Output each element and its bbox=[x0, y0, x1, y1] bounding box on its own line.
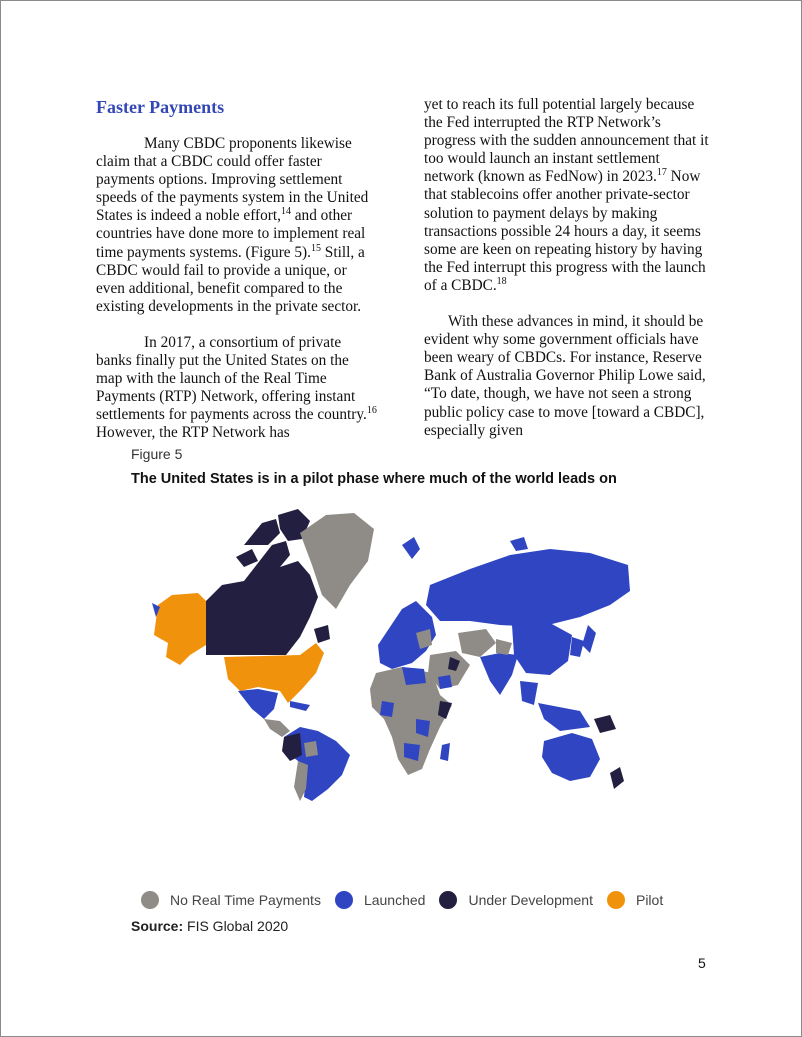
paragraph-text: and other countries have done more to implement real time payments systems. (Figure 5). bbox=[96, 207, 366, 261]
paragraph-text: With these advances in mind, it should be evident why some government officials have been weary of CBDCs. For instance, Reserve Bank of Australia Governor Philip Lowe said, “To date, though, we have not seen a strong public policy case to move [toward a CBDC], especially given bbox=[424, 313, 706, 439]
legend-swatch bbox=[607, 891, 625, 909]
legend-item-launched bbox=[335, 891, 426, 909]
footnote-ref[interactable]: 18 bbox=[496, 275, 507, 287]
legend-item-pilot bbox=[607, 891, 663, 909]
map-region-china bbox=[512, 623, 572, 675]
paragraph-text: However, the RTP Network has bbox=[96, 424, 290, 442]
paragraph bbox=[96, 135, 378, 316]
paragraph-text: In 2017, a consortium of private banks finally put the United States on the map with the launch of the Real Time Payments (RTP) Network, offering instant settlements for payments across the country. bbox=[96, 333, 367, 424]
legend-swatch bbox=[439, 891, 457, 909]
legend-item-under-development bbox=[439, 891, 593, 909]
paragraph bbox=[424, 313, 710, 440]
map-legend bbox=[141, 888, 677, 912]
paragraph bbox=[96, 334, 378, 443]
map-region-alaska bbox=[154, 593, 206, 665]
paragraph bbox=[424, 96, 710, 295]
legend-label: Launched bbox=[363, 892, 426, 908]
legend-label: No Real Time Payments bbox=[170, 892, 321, 908]
footnote-ref[interactable]: 14 bbox=[280, 206, 291, 218]
right-column bbox=[424, 96, 710, 440]
paragraph-text: Many CBDC proponents likewise claim that a CBDC could offer faster payments options. Improving settlement speeds of the payments system in the United States is indeed a noble effort, bbox=[96, 135, 369, 225]
paragraph-text: Still, a CBDC would fail to provide a unique, or even additional, benefit compared to the existing developments in the private sector. bbox=[96, 243, 365, 315]
legend-label: Under Development bbox=[468, 892, 593, 908]
map-region-canada bbox=[206, 541, 318, 655]
figure-label: Figure 5 bbox=[131, 446, 183, 462]
section-heading: Faster Payments bbox=[96, 97, 225, 117]
legend-swatch bbox=[141, 891, 159, 909]
map-region-australia bbox=[542, 733, 600, 781]
legend-item-none bbox=[141, 891, 321, 909]
footnote-ref[interactable]: 17 bbox=[656, 167, 667, 179]
page-number: 5 bbox=[698, 955, 706, 971]
legend-swatch bbox=[335, 891, 353, 909]
paragraph-text: yet to reach its full potential largely because the Fed interrupted the RTP Network’s progress with the sudden announcement that it too would launch an instant settlement network (known as FedNow) in 2023. bbox=[424, 96, 709, 186]
figure-source bbox=[131, 918, 288, 934]
footnote-ref[interactable]: 16 bbox=[366, 405, 377, 417]
map-region-mexico bbox=[238, 689, 278, 719]
paragraph-text: Now that stablecoins offer another private-sector solution to payment delays by making transactions possible 24 hours a day, it seems some are keen on repeating history by having the Fed interrupt this progress with the launch of a CBDC. bbox=[424, 168, 706, 294]
source-label: Source: bbox=[131, 918, 184, 934]
source-text: FIS Global 2020 bbox=[183, 918, 289, 934]
left-column bbox=[96, 96, 378, 443]
footnote-ref[interactable]: 15 bbox=[310, 242, 321, 254]
legend-label: Pilot bbox=[635, 892, 664, 908]
map-region-russia bbox=[426, 549, 630, 627]
world-map bbox=[140, 505, 660, 805]
figure-title: The United States is in a pilot phase where much of the world leads on bbox=[131, 471, 617, 487]
